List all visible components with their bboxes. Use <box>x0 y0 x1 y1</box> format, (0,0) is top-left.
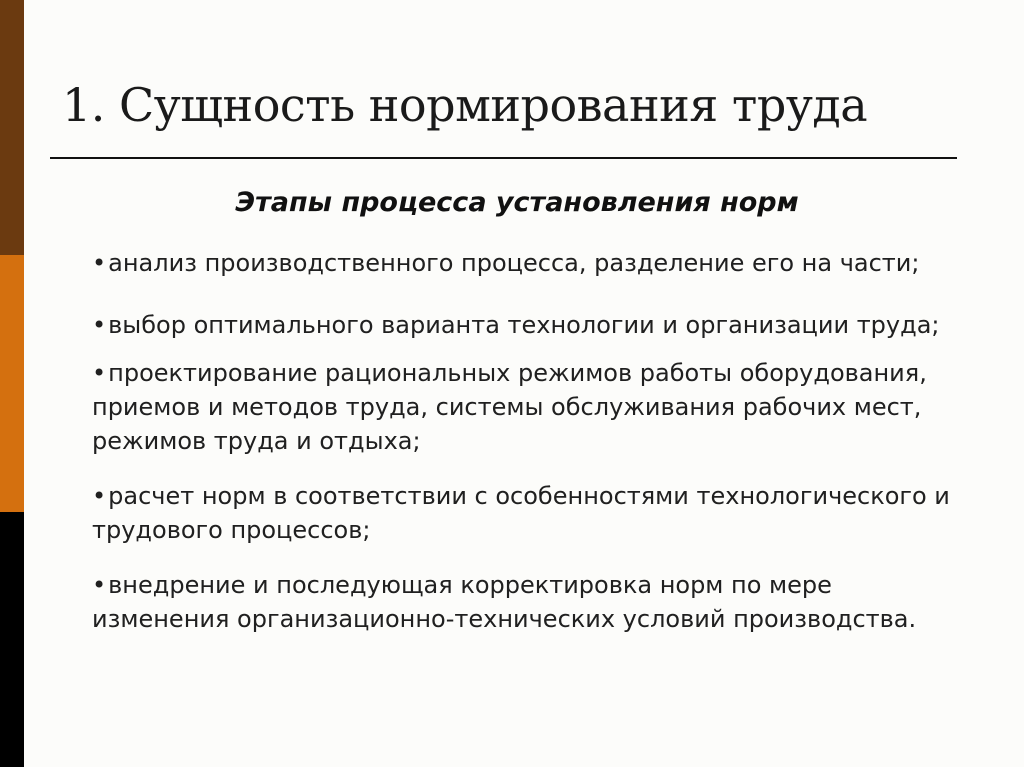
bullet-marker: • <box>92 311 107 339</box>
sidebar-stripe-orange <box>0 255 24 512</box>
bullet-item <box>92 479 972 547</box>
bullet-marker: • <box>92 359 107 387</box>
bullet-text: проектирование рациональных режимов работы оборудования, приемов и методов труда, системы обслуживания рабочих мест, режимов труда и отдыха; <box>92 359 927 455</box>
bullet-marker: • <box>92 571 107 599</box>
bullet-list <box>92 246 972 636</box>
bullet-item <box>92 246 972 280</box>
sidebar-stripe-black <box>0 512 24 767</box>
bullet-text: расчет норм в соответствии с особенностями технологического и трудового процессов; <box>92 482 950 544</box>
bullet-marker: • <box>92 249 107 277</box>
slide-subtitle: Этапы процесса установления норм <box>235 187 799 218</box>
bullet-item <box>92 356 972 458</box>
bullet-text: анализ производственного процесса, разделение его на части; <box>108 249 920 277</box>
bullet-item <box>92 308 972 342</box>
title-underline <box>50 157 957 159</box>
bullet-text: внедрение и последующая корректировка норм по мере изменения организационно-технических условий производства. <box>92 571 917 633</box>
slide-title: 1. Сущность нормирования труда <box>62 78 868 132</box>
bullet-marker: • <box>92 482 107 510</box>
bullet-item <box>92 568 972 636</box>
bullet-text: выбор оптимального варианта технологии и организации труда; <box>108 311 940 339</box>
